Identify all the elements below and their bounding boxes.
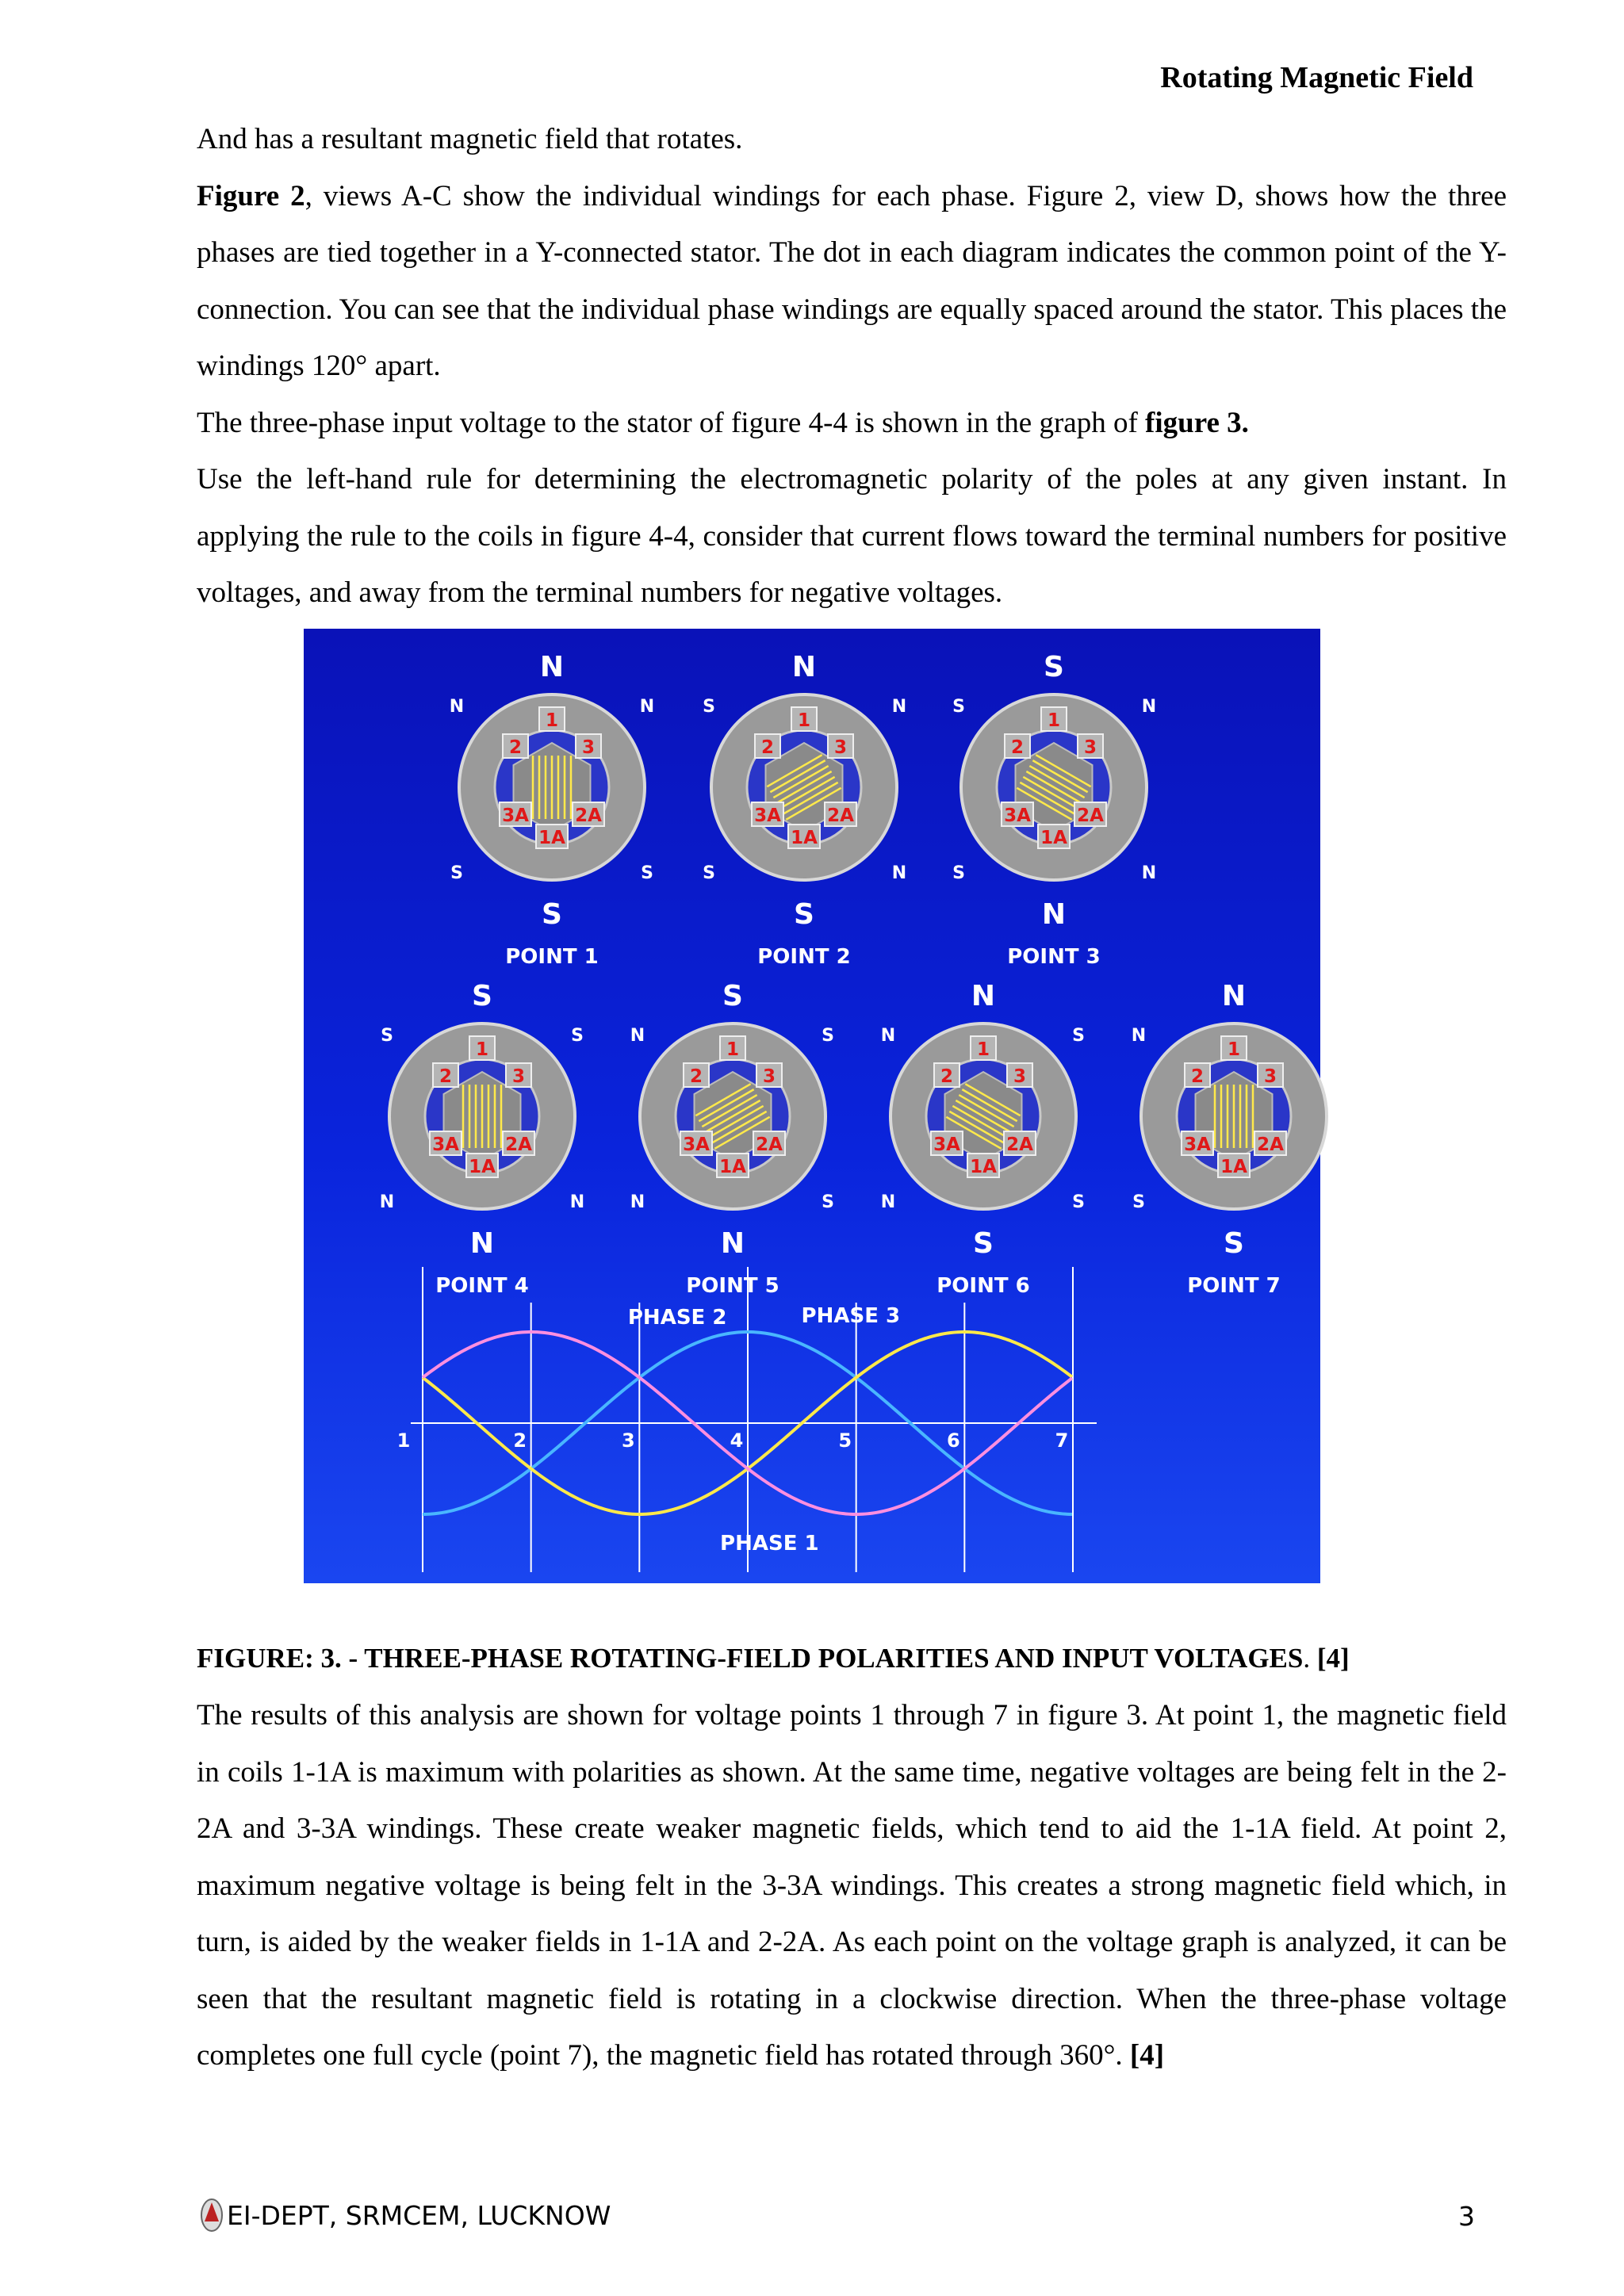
point-label: POINT 6 — [936, 1274, 1030, 1298]
pole-bottom: S — [542, 898, 562, 931]
pole-upper-left: S — [952, 697, 965, 717]
coil-label-1: 1 — [545, 710, 559, 731]
field-windings — [533, 756, 571, 819]
pole-bottom: S — [973, 1227, 994, 1260]
pole-upper-right: N — [1321, 1026, 1337, 1046]
coil-label-3: 3 — [1263, 1066, 1277, 1087]
pole-upper-left: N — [630, 1026, 645, 1046]
pole-top: N — [791, 651, 817, 683]
coil-label-2A: 2A — [1077, 806, 1104, 826]
coil-label-3A: 3A — [432, 1135, 459, 1155]
voltage-graph — [397, 1267, 1097, 1572]
results-text — [197, 1687, 1507, 2084]
figure-caption: FIGURE: 3. - THREE-PHASE ROTATING-FIELD POLARITIES AND INPUT VOLTAGES. [4] — [197, 1643, 1350, 1674]
coil-label-1: 1 — [797, 710, 811, 731]
point-number-5: 5 — [838, 1429, 852, 1452]
coil-label-3A: 3A — [502, 806, 529, 826]
running-header: Rotating Magnetic Field — [1160, 61, 1473, 94]
college-logo-icon — [200, 2198, 224, 2233]
paragraph-1: And has a resultant magnetic field that rotates. — [197, 123, 743, 155]
coil-label-2: 2 — [1010, 737, 1025, 758]
coil-label-3A: 3A — [1004, 806, 1031, 826]
point-number-7: 7 — [1055, 1429, 1069, 1452]
coil-label-3A: 3A — [1184, 1135, 1211, 1155]
coil-label-2A: 2A — [756, 1135, 783, 1155]
stator-point-6 — [881, 980, 1085, 1298]
paragraph-5 — [197, 1687, 1507, 2084]
phase-3-label: PHASE 3 — [801, 1304, 901, 1328]
pole-lower-right: S — [822, 1192, 834, 1212]
pole-lower-right: S — [1323, 1192, 1335, 1212]
pole-lower-left: N — [379, 1192, 395, 1212]
coil-label-1A: 1A — [719, 1157, 746, 1177]
point-label: POINT 7 — [1187, 1274, 1281, 1298]
point-number-1: 1 — [396, 1429, 411, 1452]
point-number-6: 6 — [946, 1429, 960, 1452]
coil-label-1A: 1A — [469, 1157, 496, 1177]
paragraph-3-text: The three-phase input voltage to the stator of figure 4-4 is shown in the graph of — [197, 406, 1146, 439]
stator-point-4 — [380, 980, 584, 1298]
pole-upper-right: N — [639, 697, 655, 717]
pole-upper-right: S — [571, 1026, 584, 1046]
coil-label-1A: 1A — [1220, 1157, 1247, 1177]
coil-label-2: 2 — [760, 737, 775, 758]
coil-label-2A: 2A — [1006, 1135, 1033, 1155]
coil-label-2: 2 — [1190, 1066, 1205, 1087]
coil-label-3: 3 — [511, 1066, 526, 1087]
pole-upper-left: N — [449, 697, 465, 717]
pole-bottom: S — [1224, 1227, 1244, 1260]
coil-label-2: 2 — [689, 1066, 703, 1087]
stator-point-3 — [952, 651, 1156, 969]
pole-upper-right: S — [1072, 1026, 1085, 1046]
coil-label-1: 1 — [726, 1039, 740, 1060]
coil-label-2: 2 — [940, 1066, 954, 1087]
paragraph-4: Use the left-hand rule for determining the electromagnetic polarity of the poles at any given instant. In applying the rule to the coils in figure 4-4, consider that current flows toward the terminal numbers for positive voltages, and away from the terminal numbers for negative voltages. — [197, 463, 1507, 609]
coil-label-1: 1 — [475, 1039, 489, 1060]
coil-label-1: 1 — [1227, 1039, 1241, 1060]
pole-upper-left: S — [703, 697, 715, 717]
coil-label-2A: 2A — [827, 806, 854, 826]
coil-label-3A: 3A — [683, 1135, 710, 1155]
figure-canvas — [304, 629, 1337, 1583]
coil-label-1A: 1A — [538, 828, 565, 848]
pole-top: N — [1221, 980, 1247, 1012]
coil-label-2: 2 — [508, 737, 523, 758]
pole-lower-left: S — [1132, 1192, 1145, 1212]
stator-point-5 — [630, 980, 834, 1298]
coil-label-1: 1 — [976, 1039, 990, 1060]
field-windings — [1215, 1085, 1253, 1148]
pole-bottom: S — [794, 898, 814, 931]
coil-label-2: 2 — [439, 1066, 453, 1087]
pole-bottom: N — [720, 1227, 745, 1260]
point-number-3: 3 — [621, 1429, 635, 1452]
pole-top: N — [539, 651, 565, 683]
point-label: POINT 1 — [505, 945, 599, 969]
pole-upper-left: N — [880, 1026, 896, 1046]
figure-ref: Figure 2 — [197, 179, 305, 212]
paragraph-5-text: The results of this analysis are shown for voltage points 1 through 7 in figure 3. At point 1, the magnetic field in coils 1-1A is maximum with polarities as shown. At the same time, negative voltages are being felt in the 2-2A and 3-3A windings. These create weaker magnetic fields, which tend to aid the 1-1A field. At point 2, maximum negative voltage is being felt in the 3-3A windings. This creates a strong magnetic field which, in turn, is aided by the weaker fields in 1-1A and 2-2A. As each point on the voltage graph is analyzed, it can be seen that the resultant magnetic field is rotating in a clockwise direction. When the three-phase voltage completes one full cycle (point 7), the magnetic field has rotated through 360°. — [197, 1699, 1507, 2072]
pole-lower-right: S — [1072, 1192, 1085, 1212]
pole-lower-right: N — [1141, 863, 1157, 883]
pole-lower-right: N — [569, 1192, 585, 1212]
caption-text: FIGURE: 3. - THREE-PHASE ROTATING-FIELD POLARITIES AND INPUT VOLTAGES — [197, 1643, 1304, 1674]
pole-lower-left: S — [703, 863, 715, 883]
coil-label-3A: 3A — [933, 1135, 960, 1155]
coil-label-1: 1 — [1047, 710, 1061, 731]
coil-label-2A: 2A — [1257, 1135, 1284, 1155]
figure-3-ref: figure 3. — [1145, 406, 1249, 439]
coil-label-2A: 2A — [505, 1135, 532, 1155]
pole-upper-right: N — [891, 697, 907, 717]
paragraph-2 — [197, 168, 1507, 395]
point-number-4: 4 — [730, 1429, 744, 1452]
paragraph-5-ref: [4] — [1129, 2039, 1165, 2072]
pole-upper-right: N — [1141, 697, 1157, 717]
point-number-2: 2 — [513, 1429, 527, 1452]
pole-upper-left: S — [381, 1026, 393, 1046]
stator-point-2 — [703, 651, 906, 969]
paragraph-2-text: , views A-C show the individual windings for each phase. Figure 2, view D, shows how the three phases are tied together in a Y-connected stator. The dot in each diagram indicates the common point of the Y-connection. You can see that the individual phase windings are equally spaced around the stator. This places the windings 120° apart. — [197, 179, 1507, 382]
pole-lower-right: N — [891, 863, 907, 883]
field-windings — [463, 1085, 501, 1148]
pole-lower-left: S — [952, 863, 965, 883]
coil-label-3: 3 — [581, 737, 596, 758]
footer-left — [200, 2198, 611, 2233]
point-label: POINT 5 — [686, 1274, 779, 1298]
page-number: 3 — [1458, 2201, 1475, 2232]
pole-lower-left: N — [880, 1192, 896, 1212]
pole-top: S — [722, 980, 743, 1012]
footer-department: EI-DEPT, SRMCEM, LUCKNOW — [227, 2199, 611, 2231]
pole-lower-left: S — [450, 863, 463, 883]
coil-label-1A: 1A — [1040, 828, 1067, 848]
pole-top: S — [472, 980, 492, 1012]
pole-lower-left: N — [630, 1192, 645, 1212]
pole-upper-right: S — [822, 1026, 834, 1046]
point-label: POINT 4 — [435, 1274, 529, 1298]
rotating-field-figure — [304, 629, 1337, 1583]
point-label: POINT 2 — [757, 945, 851, 969]
stator-point-1 — [450, 651, 654, 969]
coil-label-2A: 2A — [575, 806, 602, 826]
coil-label-1A: 1A — [970, 1157, 997, 1177]
pole-top: N — [971, 980, 996, 1012]
pole-lower-right: S — [641, 863, 653, 883]
coil-label-3: 3 — [762, 1066, 776, 1087]
phase-2-label: PHASE 2 — [627, 1306, 727, 1330]
point-label: POINT 3 — [1007, 945, 1101, 969]
caption-ref: [4] — [1316, 1643, 1350, 1674]
pole-bottom: N — [469, 1227, 495, 1260]
stator-point-7 — [1132, 980, 1336, 1298]
pole-top: S — [1044, 651, 1064, 683]
intro-text — [197, 111, 1507, 622]
pole-upper-left: N — [1131, 1026, 1147, 1046]
coil-label-1A: 1A — [791, 828, 818, 848]
coil-label-3: 3 — [833, 737, 848, 758]
coil-label-3A: 3A — [754, 806, 781, 826]
coil-label-3: 3 — [1083, 737, 1097, 758]
coil-label-3: 3 — [1013, 1066, 1027, 1087]
phase-1-label: PHASE 1 — [720, 1532, 819, 1556]
pole-bottom: N — [1041, 898, 1067, 931]
paragraph-3 — [197, 395, 1507, 452]
